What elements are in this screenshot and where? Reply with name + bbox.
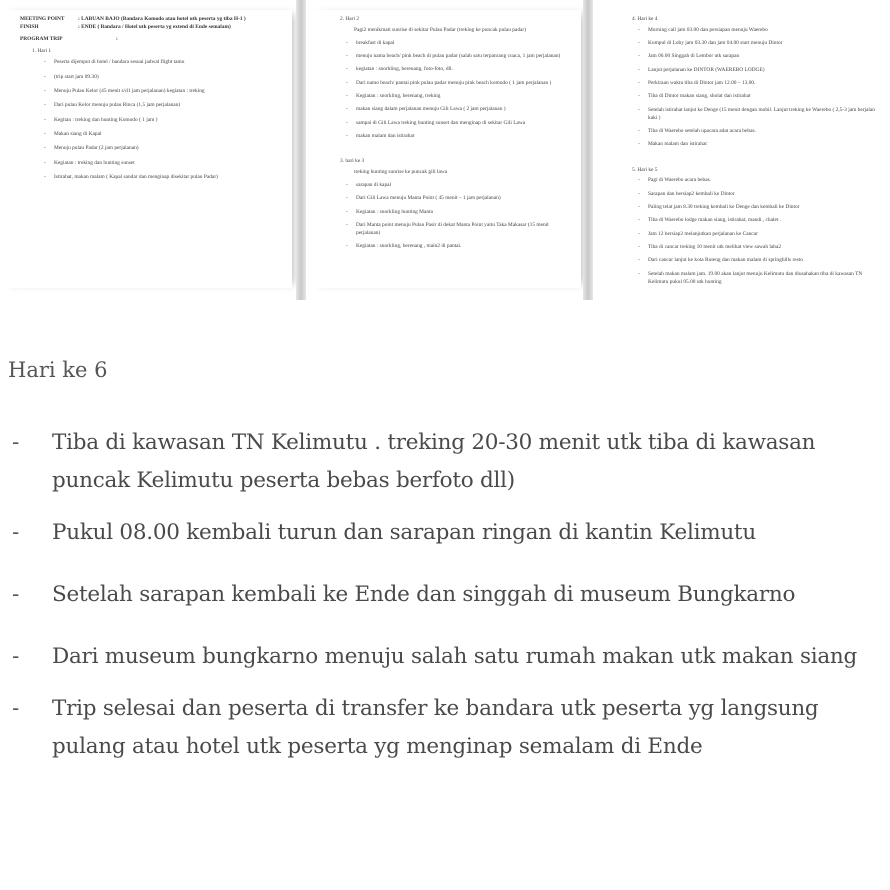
- list-item: - Kegiatan : snorkling, berenang , main2 di pantai.: [340, 243, 571, 251]
- page-separator: [296, 0, 306, 300]
- list-item: - Dari museum bungkarno menuju salah satu rumah makan utk makan siang: [12, 644, 858, 669]
- list-item: - Tiba di kawasan TN Kelimutu . treking 20-30 menit utk tiba di kawasan puncak Kelimutu peserta bebas berfoto dll): [12, 430, 816, 493]
- day5-list: [632, 177, 880, 286]
- list-item-text: Trip selesai dan peserta di transfer ke bandara utk peserta yg langsung pulang atau hotel utk peserta yg menginap semalam di Ende: [52, 696, 819, 759]
- day1-title: 1. Hari 1: [32, 48, 52, 55]
- document-page-1: [0, 10, 292, 288]
- list-item: - (trip start jam 09.30): [38, 74, 280, 82]
- list-item: - Menuju Pulau Kelor (45 menit s/d1 jam perjalanan) kegiatan : treking: [38, 88, 280, 96]
- list-item: - Dari cancar lanjut ke kota Ruteng dan makan malam di springhills resto: [632, 257, 880, 265]
- document-page-2: [310, 10, 581, 288]
- list-item-text: Dari museum bungkarno menuju salah satu rumah makan utk makan siang: [52, 644, 858, 669]
- page-separator: [583, 0, 593, 300]
- list-item: - Jam 06.00 Singgah di Lembor utk sarapan: [632, 53, 880, 61]
- day1-list: [38, 59, 280, 181]
- program-trip-label: PROGRAM TRIP: [20, 35, 63, 42]
- list-item: - Trip selesai dan peserta di transfer ke bandara utk peserta yg langsung pulang atau hotel utk peserta yg menginap semalam di Ende: [12, 696, 819, 759]
- list-item: - Kegitan : treking dan hunting Komodo ( 1 jam ): [38, 117, 280, 125]
- list-item: - kegiatan : snorkling, berenang, foto-foto, dll.: [340, 66, 571, 74]
- list-item: - Setelah istirahat lanjut ke Denge (15 menit dengan mobil. Lanjut treking ke Waerebo ( 2,5-3 jam berjalan kaki ): [632, 107, 880, 123]
- list-item: - Makan siang di Kapal: [38, 131, 280, 139]
- list-item: - Paling telat jam 8.30 treking kembali ke Denge dan kembali ke Dintor: [632, 204, 880, 212]
- list-item: - Makan malam dan istirahat: [632, 141, 880, 149]
- list-item: - Dari Gili Lawa menuju Manta Point ( 45 menit – 1 jam perjalanan): [340, 195, 571, 203]
- list-item: - Pukul 08.00 kembali turun dan sarapan ringan di kantin Kelimutu: [12, 520, 756, 545]
- finish-line: [20, 24, 280, 32]
- list-item: - Kegiatan : snorkling hunting Manta: [340, 209, 571, 217]
- day5-title: 5. Hari ke 5: [632, 166, 658, 173]
- day6-title: Hari ke 6: [8, 358, 108, 382]
- list-item-text: Setelah sarapan kembali ke Ende dan singgah di museum Bungkarno: [52, 582, 796, 607]
- list-item: - Tiba di Waerebo lodge makan siang, istirahat, mandi , chalet .: [632, 217, 880, 225]
- list-item: - makan siang dalam perjalanan menuju Gili Lawa ( 2 jam perjalanan ): [340, 106, 571, 114]
- list-item: - Peserta dijemput di hotel / bandara sesuai jadwal flight tamu: [38, 59, 280, 67]
- meeting-point-value: : LABUAN BAJO (Bandara Komodo atau hotel utk peserta yg tiba H-1 ): [78, 16, 246, 22]
- list-item: - Jam 12 bersiap2 melanjutkan perjalanan ke Cancar: [632, 231, 880, 239]
- list-item-text: Pukul 08.00 kembali turun dan sarapan ringan di kantin Kelimutu: [52, 520, 756, 545]
- zoomed-section: [0, 300, 890, 890]
- thumbnail-strip: [0, 0, 890, 300]
- list-item: - Kegiatan : treking dan hunting sunset: [38, 160, 280, 168]
- document-page-3: [602, 10, 890, 288]
- list-item: - Lanjut perjalanan ke DINTOR (WAEREBO LODGE): [632, 67, 880, 75]
- list-item: - breakfast di kapal: [340, 40, 571, 48]
- list-item: - Menuju pulau Padar (2 jam perjalanan): [38, 145, 280, 153]
- list-item: - Dari namo beach/ pantai pink pulau padar menuju pink beach komodo ( 1 jam perjalanan ): [340, 80, 571, 88]
- list-item: - makan malam dan istirahat: [340, 133, 571, 141]
- day3-title: 3. hari ke 3: [340, 158, 365, 165]
- list-item: - sarapan di kapal: [340, 182, 571, 190]
- finish-value: : ENDE ( Bandara / Hotel utk peserta yg extend di Ende semalam): [78, 23, 231, 30]
- program-trip-line: [20, 36, 280, 44]
- list-item: - Istirahat, makan malam ( Kapal sandar dan menginap disekitar pulau Padar): [38, 174, 280, 182]
- list-item: - Setelah sarapan kembali ke Ende dan singgah di museum Bungkarno: [12, 582, 796, 607]
- day2-title: 2. Hari 2: [340, 16, 360, 22]
- day2-intro: Pagi2 menikmati sunrise di sekitar Pulau Padar (treking ke puncak pulau padar): [354, 26, 527, 33]
- list-item: - Dari pulau Kelor menuju pulau Rinca (1,5 jam perjalanan): [38, 102, 280, 110]
- list-item: - Tiba di cancar treking 10 menit utk melihat view sawah laba2: [632, 244, 880, 252]
- list-item: - menuju nama beach/ pink beach di pulau padar (salah satu terpanrang cuaca, 1 jam perjalanan): [340, 53, 571, 61]
- list-item: - Morning call jam 03.00 dan persiapan menuju Waerebo: [632, 27, 880, 35]
- list-item: - Setelah makan malam jam. 19.00 akan lanjut menuju Kelimutu dan diusahakan tiba di kawasan TN Kelimutu pukul 05.00 utk hunting: [632, 271, 880, 287]
- list-item: - Perkiraan waktu tiba di Dintor jam 12.00 – 13.00.: [632, 80, 880, 88]
- list-item: - Kumpul di Loby jam 03.30 dan jam 04.00 start menuju Dintor: [632, 40, 880, 48]
- day6-list: [0, 424, 890, 766]
- day2-list: [340, 40, 571, 141]
- day3-intro: treking hunting sunrise ke puncak gili lawa: [354, 169, 448, 176]
- list-item-text: Tiba di kawasan TN Kelimutu . treking 20-30 menit utk tiba di kawasan puncak Kelimutu peserta bebas berfoto dll): [52, 430, 816, 493]
- list-item: - Tiba di Dintor makan siang, sholat dan istirahat: [632, 93, 880, 101]
- list-item: - sampai di Gili Lawa treking hunting sunset dan menginap di sekitar Gili Lawa: [340, 120, 571, 128]
- finish-label: FINISH: [20, 23, 39, 30]
- program-trip-colon: :: [116, 35, 118, 42]
- list-item: - Sarapan dan bersiap2 kembali ke Dintor: [632, 191, 880, 199]
- day4-list: [632, 27, 880, 149]
- list-item: - Kegiatan : snorkling, berenang, treking: [340, 93, 571, 101]
- day3-list: [340, 182, 571, 251]
- list-item: - Pagi di Waerebo acara bebas.: [632, 177, 880, 185]
- list-item: - Tiba di Waerebo setelah upacara adat acara bebas.: [632, 128, 880, 136]
- list-item: - Dari Manta point menuju Pulau Pasir di dekat Manta Point yaitu Taka Makasar (15 menit perjalanan): [340, 222, 571, 238]
- day4-title: 4. Hari ke 4: [632, 16, 658, 22]
- meeting-point-line: [20, 16, 280, 24]
- meeting-point-label: MEETING POINT: [20, 16, 65, 22]
